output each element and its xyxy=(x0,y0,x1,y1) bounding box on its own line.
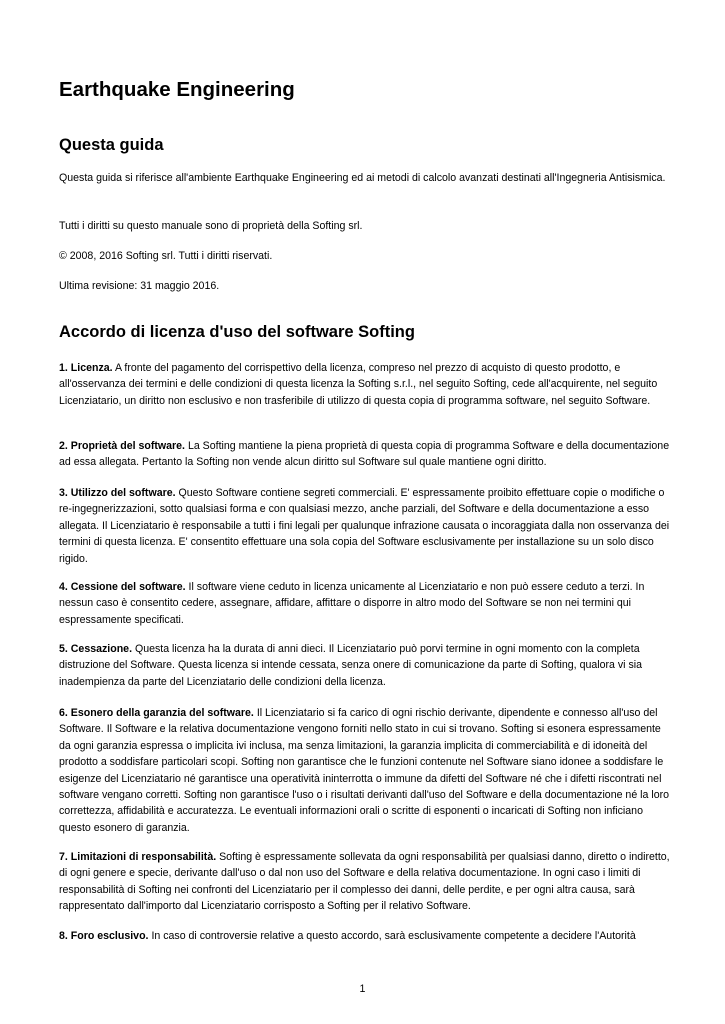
license-clause xyxy=(59,928,673,944)
clause-title: 8. Foro esclusivo. xyxy=(59,930,149,942)
document-title: Earthquake Engineering xyxy=(59,78,295,101)
clause-title: 5. Cessazione. xyxy=(59,643,133,655)
clause-text: La Softing mantiene la piena proprietà di questa copia di programma Software e della documentazione ad essa allegata. Pertanto la Softing non vende alcun diritto sul Software sul quale mantiene ogni diritto. xyxy=(59,440,670,469)
clause-text: A fronte del pagamento del corrispettivo della licenza, compreso nel prezzo di acquisto di questo prodotto, e all'osservanza dei termini e delle condizioni di questa licenza la Softing s.r.l., nel seguito Softing, cede all'acquirente, nel seguito Licenziatario, un diritto non esclusivo e non trasferibile di utilizzo di questa copia di programma software, nel seguito Software. xyxy=(59,362,658,407)
clause-text: Il software viene ceduto in licenza unicamente al Licenziatario e non può essere ceduto a terzi. In nessun caso è consentito cedere, assegnare, affidare, affittare o disporre in altro modo del Software se non nei termini qui espressamente specificati. xyxy=(59,581,645,626)
page-number: 1 xyxy=(359,983,366,995)
license-clause xyxy=(59,579,673,628)
license-clause xyxy=(59,438,673,471)
clause-text: Questa licenza ha la durata di anni dieci. Il Licenziatario può porvi termine in ogni momento con la completa distruzione del Software. Questa licenza si intende cessata, senza onere di comunicazione da parte di Softing, qualora vi sia inadempienza da parte del Licenziatario delle condizioni della licenza. xyxy=(59,643,642,688)
clause-text: Questo Software contiene segreti commerciali. E' espressamente proibito effettuare copie o modifiche o re-ingegnerizzazioni, sotto qualsiasi forma e con qualsiasi mezzo, anche parziali, del Software e della documentazione a esso allegata. Il Licenziatario è responsabile a tutti i fini legali per qualunque infrazione causata o incoraggiata dalla non osservanza dei termini di questa licenza. E' consentito effettuare una sola copia del Software esclusivamente per installazione su un solo disco rigido. xyxy=(59,487,670,565)
guide-paragraph: Ultima revisione: 31 maggio 2016. xyxy=(59,280,220,292)
license-clause xyxy=(59,849,673,915)
license-clause xyxy=(59,485,673,567)
clause-title: 4. Cessione del software. xyxy=(59,581,186,593)
clause-title: 3. Utilizzo del software. xyxy=(59,487,176,499)
guide-paragraph: Questa guida si riferisce all'ambiente Earthquake Engineering ed ai metodi di calcolo avanzati destinati all'Ingegneria Antisismica. xyxy=(59,172,666,184)
clause-text: Il Licenziatario si fa carico di ogni rischio derivante, dipendente e connesso all'uso del Software. Il Software e la relativa documentazione vengono forniti nello stato in cui si trovano. Softing si esonera espressamente da ogni garanzia espressa o implicita ivi inclusa, ma senza limitazioni, la garanzia implicita di commerciabilità e di idoneità del prodotto a soddisfare particolari scopi. Softing non garantisce che le funzioni contenute nel Software siano idonee a soddisfare le esigenze del Licenziatario né garantisce una operatività ininterrotta o immune da difetti del Software né che i difetti riscontrati nel software vengano corretti. Softing non garantisce l'uso o i risultati derivanti dall'uso del Software e della documentazione né la loro correttezza, affidabilità e accuratezza. Le eventuali informazioni orali o scritte di esponenti o incaricati di Softing non inficiano questo esonero di garanzia. xyxy=(59,707,670,834)
clause-title: 6. Esonero della garanzia del software. xyxy=(59,707,254,719)
guide-paragraph: © 2008, 2016 Softing srl. Tutti i diritti riservati. xyxy=(59,250,273,262)
section-heading-guide: Questa guida xyxy=(59,136,164,154)
section-heading-license: Accordo di licenza d'uso del software Softing xyxy=(59,323,415,341)
clause-text: In caso di controversie relative a questo accordo, sarà esclusivamente competente a decidere l'Autorità xyxy=(148,930,636,942)
clause-text: Softing è espressamente sollevata da ogni responsabilità per qualsiasi danno, diretto o indiretto, di ogni genere e specie, derivante dall'uso o dal non uso del Software e della relativa documentazione. In ogni caso i limiti di responsabilità di Softing nei confronti del Licenziatario per il complesso dei danni, delle perdite, e per ogni altra causa, sarà rappresentato dall'importo dal Licenziatario corrisposto a Softing per il relativo Software. xyxy=(59,851,670,913)
license-clause xyxy=(59,360,673,409)
clause-title: 7. Limitazioni di responsabilità. xyxy=(59,851,217,863)
guide-paragraph: Tutti i diritti su questo manuale sono di proprietà della Softing srl. xyxy=(59,220,363,232)
clause-title: 1. Licenza. xyxy=(59,362,113,374)
license-clause xyxy=(59,641,673,690)
clause-title: 2. Proprietà del software. xyxy=(59,440,185,452)
license-clause xyxy=(59,705,673,836)
